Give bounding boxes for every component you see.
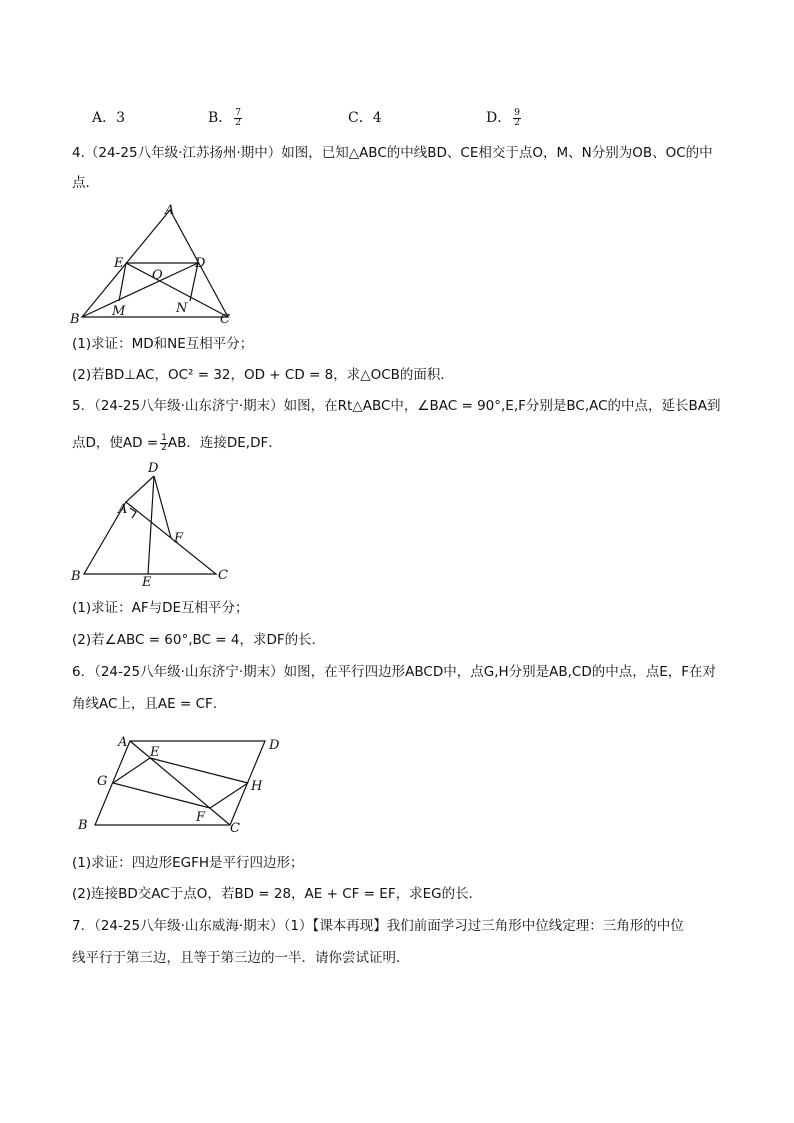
label-m: M	[112, 304, 126, 319]
q5-stem-line2: 点D，使AD = $\frac{1}{2}$ AB．连接DE,DF．	[72, 432, 282, 453]
choice-b: B． $\frac{7}{2}$	[208, 107, 242, 128]
q4-part2: (2)若BD⊥AC，OC² = 32，OD + CD = 8，求△OCB的面积．	[72, 367, 454, 383]
choice-a: A．3	[92, 110, 126, 126]
label-c: C	[218, 568, 228, 583]
q6-stem-line1: 6．（24-25八年级·山东济宁·期末）如图，在平行四边形ABCD中，点G,H分别是AB,CD的中点，点E，F在对	[72, 664, 717, 680]
label-a: A	[165, 203, 175, 218]
q4-stem-line2: 点．	[72, 175, 99, 191]
label-c: C	[220, 312, 230, 327]
q5-figure	[70, 462, 240, 592]
fraction-one-half: $\frac{1}{2}$	[161, 432, 167, 453]
q4-part1: (1)求证：MD和NE互相平分；	[72, 336, 254, 352]
q5-stem-line1: 5．（24-25八年级·山东济宁·期末）如图，在Rt△ABC中，∠BAC = 90°,E,F分别是BC,AC的中点，延长BA到	[72, 398, 721, 414]
right-triangle-diagram	[70, 462, 240, 592]
choice-d: D． $\frac{9}{2}$	[486, 107, 520, 128]
label-o: O	[152, 268, 163, 283]
segment-df	[154, 476, 171, 538]
triangle-abc-diagram	[70, 200, 240, 325]
q7-stem-line2: 线平行于第三边，且等于第三边的一半．请你尝试证明．	[72, 950, 410, 966]
q5-part1: (1)求证：AF与DE互相平分；	[72, 600, 249, 616]
q4-figure	[70, 200, 240, 325]
label-c: C	[230, 821, 240, 836]
choice-c: C．4	[348, 110, 382, 126]
q6-part2: (2)连接BD交AC于点O，若BD = 28，AE + CF = EF，求EG的长．	[72, 886, 483, 902]
label-n: N	[176, 301, 188, 316]
label-b: B	[70, 312, 80, 327]
label-e: E	[142, 575, 152, 590]
label-d: D	[195, 256, 206, 271]
label-f: F	[196, 810, 206, 825]
label-b: B	[71, 569, 81, 584]
q6-stem-line2: 角线AC上，且AE = CF．	[72, 696, 227, 712]
label-f: F	[174, 531, 184, 546]
fraction: $\frac{9}{2}$	[514, 107, 520, 128]
parallelogram-diagram	[70, 730, 290, 840]
q4-stem-line1: 4.（24-25八年级·江苏扬州·期中）如图，已知△ABC的中线BD、CE相交于点O，M、N分别为OB、OC的中	[72, 145, 713, 161]
label-d: D	[269, 738, 280, 753]
label-g: G	[97, 774, 108, 789]
label-e: E	[114, 256, 124, 271]
label-h: H	[251, 779, 263, 794]
label-e: E	[150, 745, 160, 760]
segment-de	[148, 476, 154, 574]
q6-part1: (1)求证：四边形EGFH是平行四边形；	[72, 855, 304, 871]
label-d: D	[148, 461, 159, 476]
fraction: $\frac{7}{2}$	[235, 107, 242, 128]
q5-part2: (2)若∠ABC = 60°,BC = 4，求DF的长．	[72, 632, 326, 648]
segment-ge	[113, 758, 150, 783]
q7-stem-line1: 7．（24-25八年级·山东威海·期末）（1）【课本再现】我们前面学习过三角形中位线定理：三角形的中位	[72, 918, 684, 934]
q6-figure	[70, 730, 290, 840]
diagonal-ac	[130, 741, 230, 825]
label-b: B	[78, 818, 88, 833]
label-a: A	[118, 735, 128, 750]
extension-ad	[126, 476, 154, 502]
label-a: A	[118, 502, 128, 517]
